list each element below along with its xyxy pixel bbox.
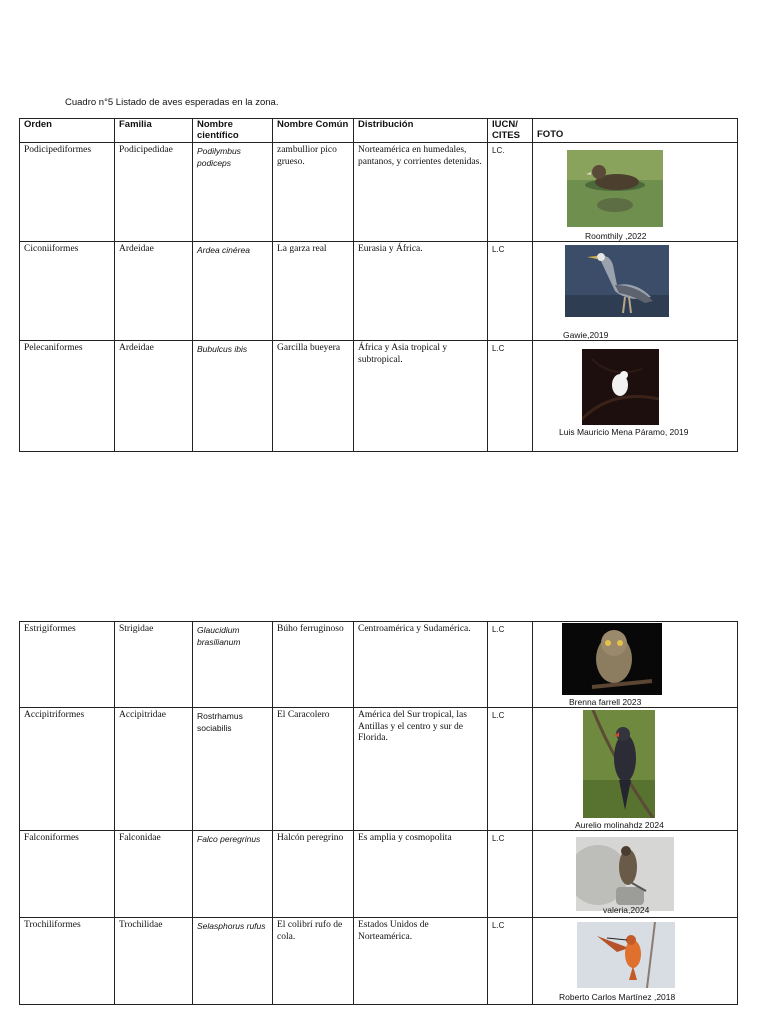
table-row: [20, 622, 738, 708]
cell-iucn: L.C: [488, 708, 533, 831]
cell-cientifico: Podilymbus podiceps: [193, 143, 273, 242]
photo-credit: Roberto Carlos Martínez ,2018: [559, 992, 676, 1002]
header-familia: Familia: [115, 119, 193, 143]
cell-orden: Pelecaniformes: [20, 341, 115, 452]
header-foto: FOTO: [533, 119, 738, 143]
cell-familia: Podicipedidae: [115, 143, 193, 242]
cell-foto: [533, 341, 738, 452]
photo-credit: Roomthily ,2022: [585, 231, 647, 241]
cell-comun: zambullior pico grueso.: [273, 143, 354, 242]
cell-distribucion: Norteamérica en humedales, pantanos, y corrientes detenidas.: [354, 143, 488, 242]
cell-comun: Halcón peregrino: [273, 831, 354, 918]
cell-distribucion: África y Asia tropical y subtropical.: [354, 341, 488, 452]
header-orden: Orden: [20, 119, 115, 143]
hummingbird-photo: [577, 922, 675, 988]
cell-comun: Garcilla bueyera: [273, 341, 354, 452]
kite-photo: [583, 710, 655, 818]
cell-distribucion: América del Sur tropical, las Antillas y el centro y sur de Florida.: [354, 708, 488, 831]
cell-orden: Falconiformes: [20, 831, 115, 918]
heron-photo: [565, 245, 669, 317]
cell-foto: [533, 831, 738, 918]
photo-credit: Brenna farrell 2023: [569, 697, 642, 707]
table-row: [20, 708, 738, 831]
cell-familia: Strigidae: [115, 622, 193, 708]
cell-comun: El colibrí rufo de cola.: [273, 918, 354, 1005]
table-row: [20, 831, 738, 918]
cell-iucn: L.C: [488, 918, 533, 1005]
cell-iucn: L.C: [488, 341, 533, 452]
header-iucn: IUCN/ CITES: [488, 119, 533, 143]
header-distribucion: Distribución: [354, 119, 488, 143]
cell-orden: Trochiliformes: [20, 918, 115, 1005]
cell-iucn: L.C: [488, 622, 533, 708]
cell-foto: [533, 708, 738, 831]
table-row: [20, 242, 738, 341]
cell-cientifico: Ardea cinérea: [193, 242, 273, 341]
cell-cientifico: Selasphorus rufus: [193, 918, 273, 1005]
cell-familia: Falconidae: [115, 831, 193, 918]
cell-foto: [533, 622, 738, 708]
photo-credit: Gawie,2019: [563, 330, 609, 340]
cell-cientifico: Bubulcus ibis: [193, 341, 273, 452]
owl-photo: [562, 623, 662, 695]
cell-comun: La garza real: [273, 242, 354, 341]
cell-comun: Búho ferruginoso: [273, 622, 354, 708]
table-row: [20, 341, 738, 452]
cell-familia: Accipitridae: [115, 708, 193, 831]
cell-iucn: L.C: [488, 242, 533, 341]
table-caption: Cuadro n°5 Listado de aves esperadas en la zona.: [65, 97, 279, 108]
header-nombre-cientifico: Nombre científico: [193, 119, 273, 143]
birds-table-part-1: [19, 118, 738, 452]
falcon-photo: [576, 837, 674, 911]
cell-familia: Trochilidae: [115, 918, 193, 1005]
header-nombre-comun: Nombre Común: [273, 119, 354, 143]
grebe-photo: [567, 150, 663, 227]
cell-distribucion: Centroamérica y Sudamérica.: [354, 622, 488, 708]
table-row: [20, 143, 738, 242]
cell-cientifico: Falco peregrinus: [193, 831, 273, 918]
header-row: [20, 119, 738, 143]
photo-credit: Luis Mauricio Mena Páramo, 2019: [559, 427, 689, 437]
cell-distribucion: Es amplia y cosmopolita: [354, 831, 488, 918]
cell-comun: El Caracolero: [273, 708, 354, 831]
cell-orden: Estrigiformes: [20, 622, 115, 708]
cell-foto: [533, 143, 738, 242]
cell-foto: [533, 242, 738, 341]
table-row: [20, 918, 738, 1005]
cell-distribucion: Estados Unidos de Norteamérica.: [354, 918, 488, 1005]
cell-cientifico: Glaucidium brasilianum: [193, 622, 273, 708]
cell-orden: Podicipediformes: [20, 143, 115, 242]
cell-familia: Ardeidae: [115, 242, 193, 341]
cell-familia: Ardeidae: [115, 341, 193, 452]
photo-credit: valeria,2024: [603, 905, 650, 915]
birds-table-part-2: [19, 621, 738, 1005]
egret-photo: [582, 349, 659, 425]
cell-distribucion: Eurasia y África.: [354, 242, 488, 341]
cell-foto: [533, 918, 738, 1005]
cell-cientifico: Rostrhamus sociabilis: [193, 708, 273, 831]
cell-iucn: L.C: [488, 831, 533, 918]
cell-orden: Ciconiiformes: [20, 242, 115, 341]
cell-iucn: LC.: [488, 143, 533, 242]
photo-credit: Aurelio molinahdz 2024: [575, 820, 664, 830]
cell-orden: Accipitriformes: [20, 708, 115, 831]
